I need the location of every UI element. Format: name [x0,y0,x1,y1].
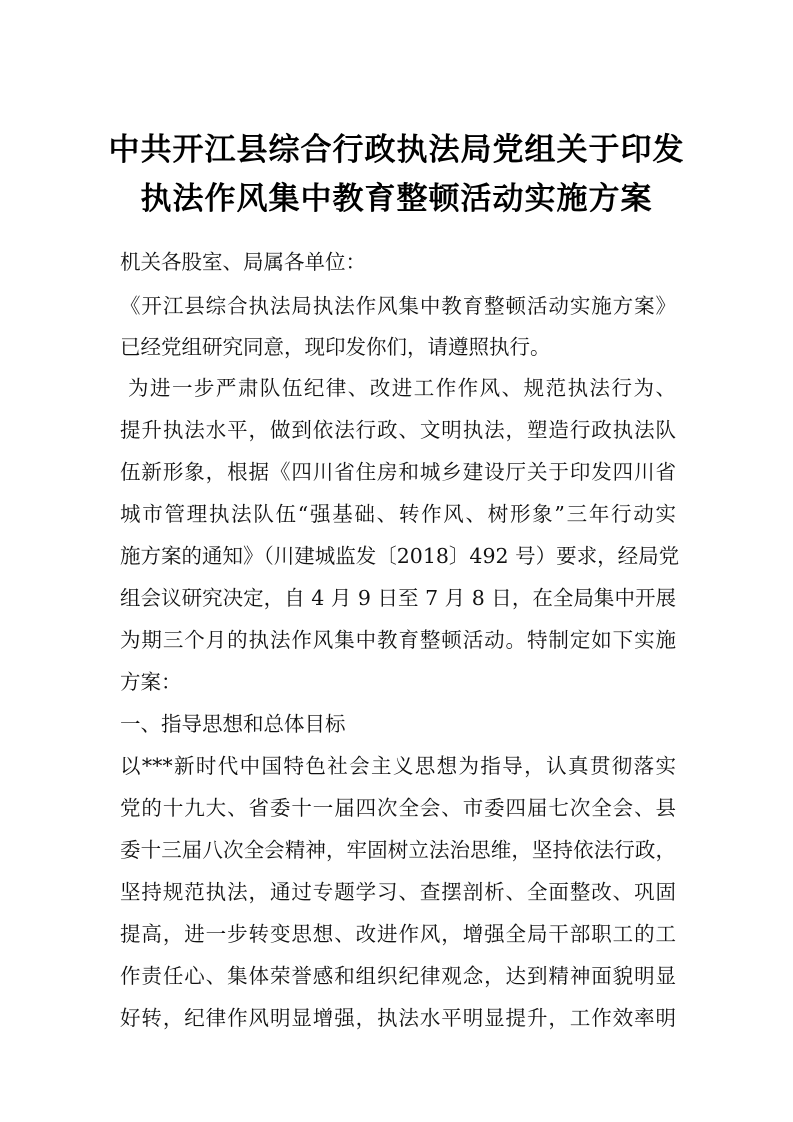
section-body-line: 坚持规范执法，通过专题学习、查摆剖析、全面整改、巩固 [120,880,676,904]
intro-line: 城市管理执法队伍“强基础、转作风、树形象”三年行动实 [120,502,676,526]
intro-line: 为期三个月的执法作风集中教育整顿活动。特制定如下实施 [120,628,676,652]
section-heading: 一、指导思想和总体目标 [120,712,346,736]
section-body-line: 以***新时代中国特色社会主义思想为指导，认真贯彻落实 [120,754,676,778]
section-body-line: 好转，纪律作风明显增强，执法水平明显提升，工作效率明 [120,1006,676,1030]
intro-line: 方案： [120,670,182,694]
intro-line: 伍新形象，根据《四川省住房和城乡建设厅关于印发四川省 [120,460,676,484]
section-body-line: 提高，进一步转变思想、改进作风，增强全局干部职工的工 [120,922,676,946]
intro-line: 组会议研究决定，自 4 月 9 日至 7 月 8 日，在全局集中开展 [120,586,676,610]
intro-line: 施方案的通知》（川建城监发〔2018〕492 号）要求，经局党 [120,544,680,568]
intro-line: 提升执法水平，做到依法行政、文明执法，塑造行政执法队 [120,418,676,442]
salutation: 机关各股室、局属各单位： [120,250,366,274]
section-body-line: 委十三届八次全会精神，牢固树立法治思维，坚持依法行政， [120,838,676,862]
document-title-line-2: 执法作风集中教育整顿活动实施方案 [140,181,653,217]
section-body-line: 作责任心、集体荣誉感和组织纪律观念，达到精神面貌明显 [120,964,676,988]
intro-line: 为进一步严肃队伍纪律、改进工作作风、规范执法行为、 [120,376,676,400]
notice-line: 已经党组研究同意，现印发你们，请遵照执行。 [120,335,551,359]
notice-line: 《开江县综合执法局执法作风集中教育整顿活动实施方案》 [120,294,676,318]
section-body-line: 党的十九大、省委十一届四次全会、市委四届七次全会、县 [120,796,676,820]
document-title-line-1: 中共开江县综合行政执法局党组关于印发 [108,132,685,168]
